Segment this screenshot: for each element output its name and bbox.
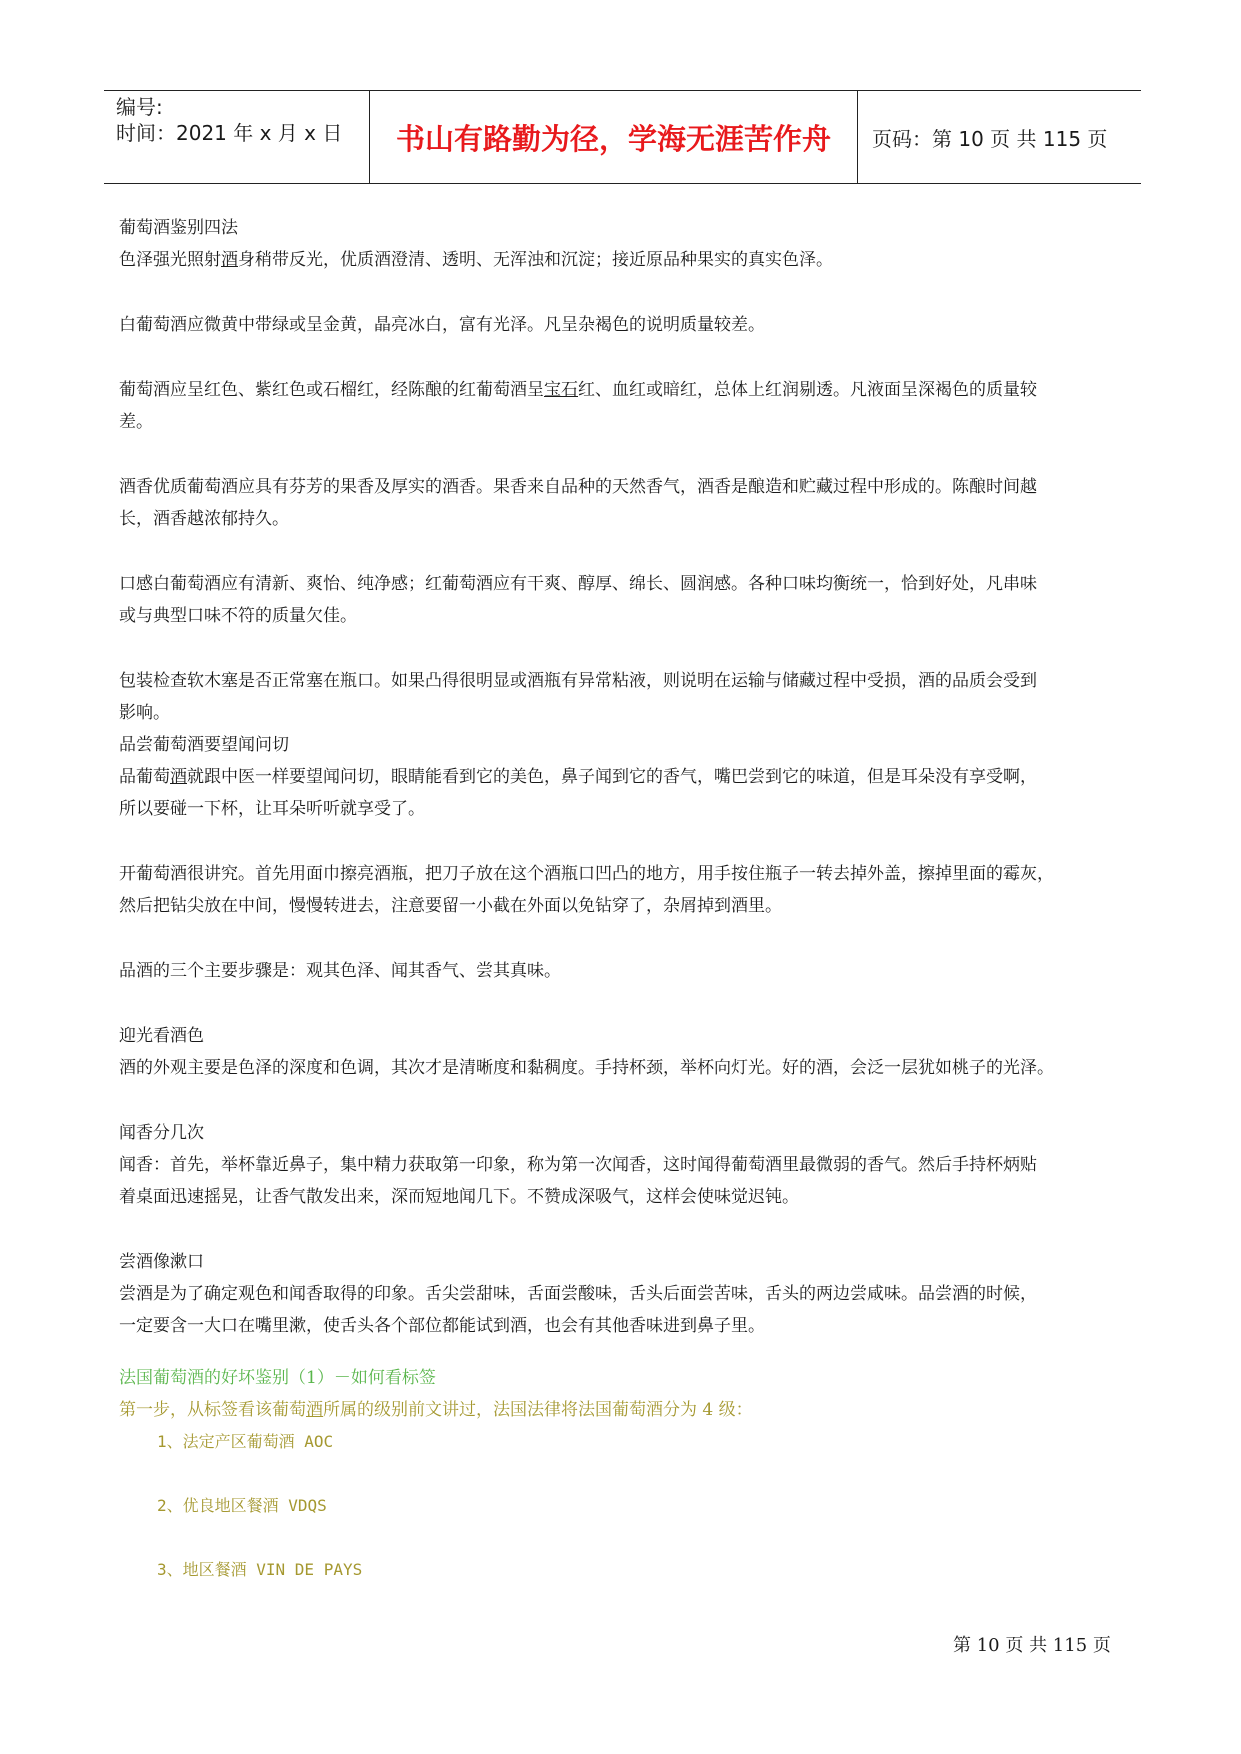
paragraph: 品酒的三个主要步骤是：观其色泽、闻其香气、尝其真味。 (119, 961, 561, 981)
page-footer: 第 10 页 共 115 页 (953, 1635, 1111, 1656)
list-item: 3、地区餐酒 VIN DE PAYS (157, 1560, 363, 1579)
time-label: 时间：2021 年 x 月 x 日 (116, 121, 343, 145)
paragraph: 闻香：首先，举杯靠近鼻子，集中精力获取第一印象，称为第一次闻香，这时闻得葡萄酒里最微弱的香气。然后手持杯炳贴 (119, 1155, 1037, 1175)
section-title: 尝酒像漱口 (119, 1252, 204, 1272)
section-title-green: 法国葡萄酒的好坏鉴别（1）－如何看标签 (119, 1368, 436, 1388)
paragraph-cont: 着桌面迅速摇晃，让香气散发出来，深而短地闻几下。不赞成深吸气，这样会使味觉迟钝。 (119, 1187, 799, 1207)
paragraph-olive: 第一步，从标签看该葡萄酒所属的级别前文讲过，法国法律将法国葡萄酒分为 4 级： (119, 1400, 753, 1420)
paragraph: 尝酒是为了确定观色和闻香取得的印象。舌尖尝甜味，舌面尝酸味，舌头后面尝苦味，舌头的两边尝咸味。品尝酒的时候， (119, 1284, 1037, 1304)
list-item: 1、法定产区葡萄酒 AOC (157, 1432, 334, 1451)
section-title: 闻香分几次 (119, 1123, 204, 1143)
paragraph: 品葡萄酒就跟中医一样要望闻问切，眼睛能看到它的美色，鼻子闻到它的香气，嘴巴尝到它的味道，但是耳朵没有享受啊， (119, 767, 1037, 787)
paragraph-cont: 一定要含一大口在嘴里漱，使舌头各个部位都能试到酒，也会有其他香味进到鼻子里。 (119, 1316, 765, 1336)
paragraph: 酒的外观主要是色泽的深度和色调，其次才是清晰度和黏稠度。手持杯颈，举杯向灯光。好的酒，会泛一层犹如桃子的光泽。 (119, 1058, 1054, 1078)
section-title: 葡萄酒鉴别四法 (119, 218, 238, 238)
paragraph-cont: 影响。 (119, 703, 170, 723)
number-label: 编号: (116, 95, 163, 119)
paragraph-cont: 差。 (119, 412, 153, 432)
paragraph-cont: 长，酒香越浓郁持久。 (119, 509, 289, 529)
paragraph-cont: 或与典型口味不符的质量欠佳。 (119, 606, 357, 626)
section-title: 迎光看酒色 (119, 1026, 204, 1046)
paragraph: 白葡萄酒应微黄中带绿或呈金黄，晶亮冰白，富有光泽。凡呈杂褐色的说明质量较差。 (119, 315, 765, 335)
paragraph: 葡萄酒应呈红色、紫红色或石榴红，经陈酿的红葡萄酒呈宝石红、血红或暗红，总体上红润剔透。凡液面呈深褐色的质量较 (119, 380, 1037, 400)
paragraph-cont: 所以要碰一下杯，让耳朵听听就享受了。 (119, 799, 425, 819)
paragraph: 开葡萄酒很讲究。首先用面巾擦亮酒瓶，把刀子放在这个酒瓶口凹凸的地方，用手按住瓶子一转去掉外盖，擦掉里面的霉灰， (119, 864, 1054, 884)
list-item: 2、优良地区餐酒 VDQS (157, 1496, 327, 1515)
paragraph: 口感白葡萄酒应有清新、爽怡、纯净感；红葡萄酒应有干爽、醇厚、绵长、圆润感。各种口味均衡统一，恰到好处，凡串味 (119, 574, 1037, 594)
section-title: 品尝葡萄酒要望闻问切 (119, 735, 289, 755)
page-header (104, 90, 1141, 184)
document-body (119, 212, 1129, 1586)
header-motto: 书山有路勤为径，学海无涯苦作舟 (369, 91, 858, 183)
paragraph: 酒香优质葡萄酒应具有芬芳的果香及厚实的酒香。果香来自品种的天然香气，酒香是酿造和贮藏过程中形成的。陈酿时间越 (119, 477, 1037, 497)
paragraph-cont: 然后把钻尖放在中间，慢慢转进去，注意要留一小截在外面以免钻穿了，杂屑掉到酒里。 (119, 896, 782, 916)
paragraph: 包装检查软木塞是否正常塞在瓶口。如果凸得很明显或酒瓶有异常粘液，则说明在运输与储藏过程中受损，酒的品质会受到 (119, 671, 1037, 691)
header-page-label: 页码：第 10 页 共 115 页 (872, 126, 1108, 151)
header-meta (104, 91, 369, 183)
paragraph: 色泽强光照射酒身稍带反光，优质酒澄清、透明、无浑浊和沉淀；接近原品种果实的真实色泽。 (119, 250, 833, 270)
